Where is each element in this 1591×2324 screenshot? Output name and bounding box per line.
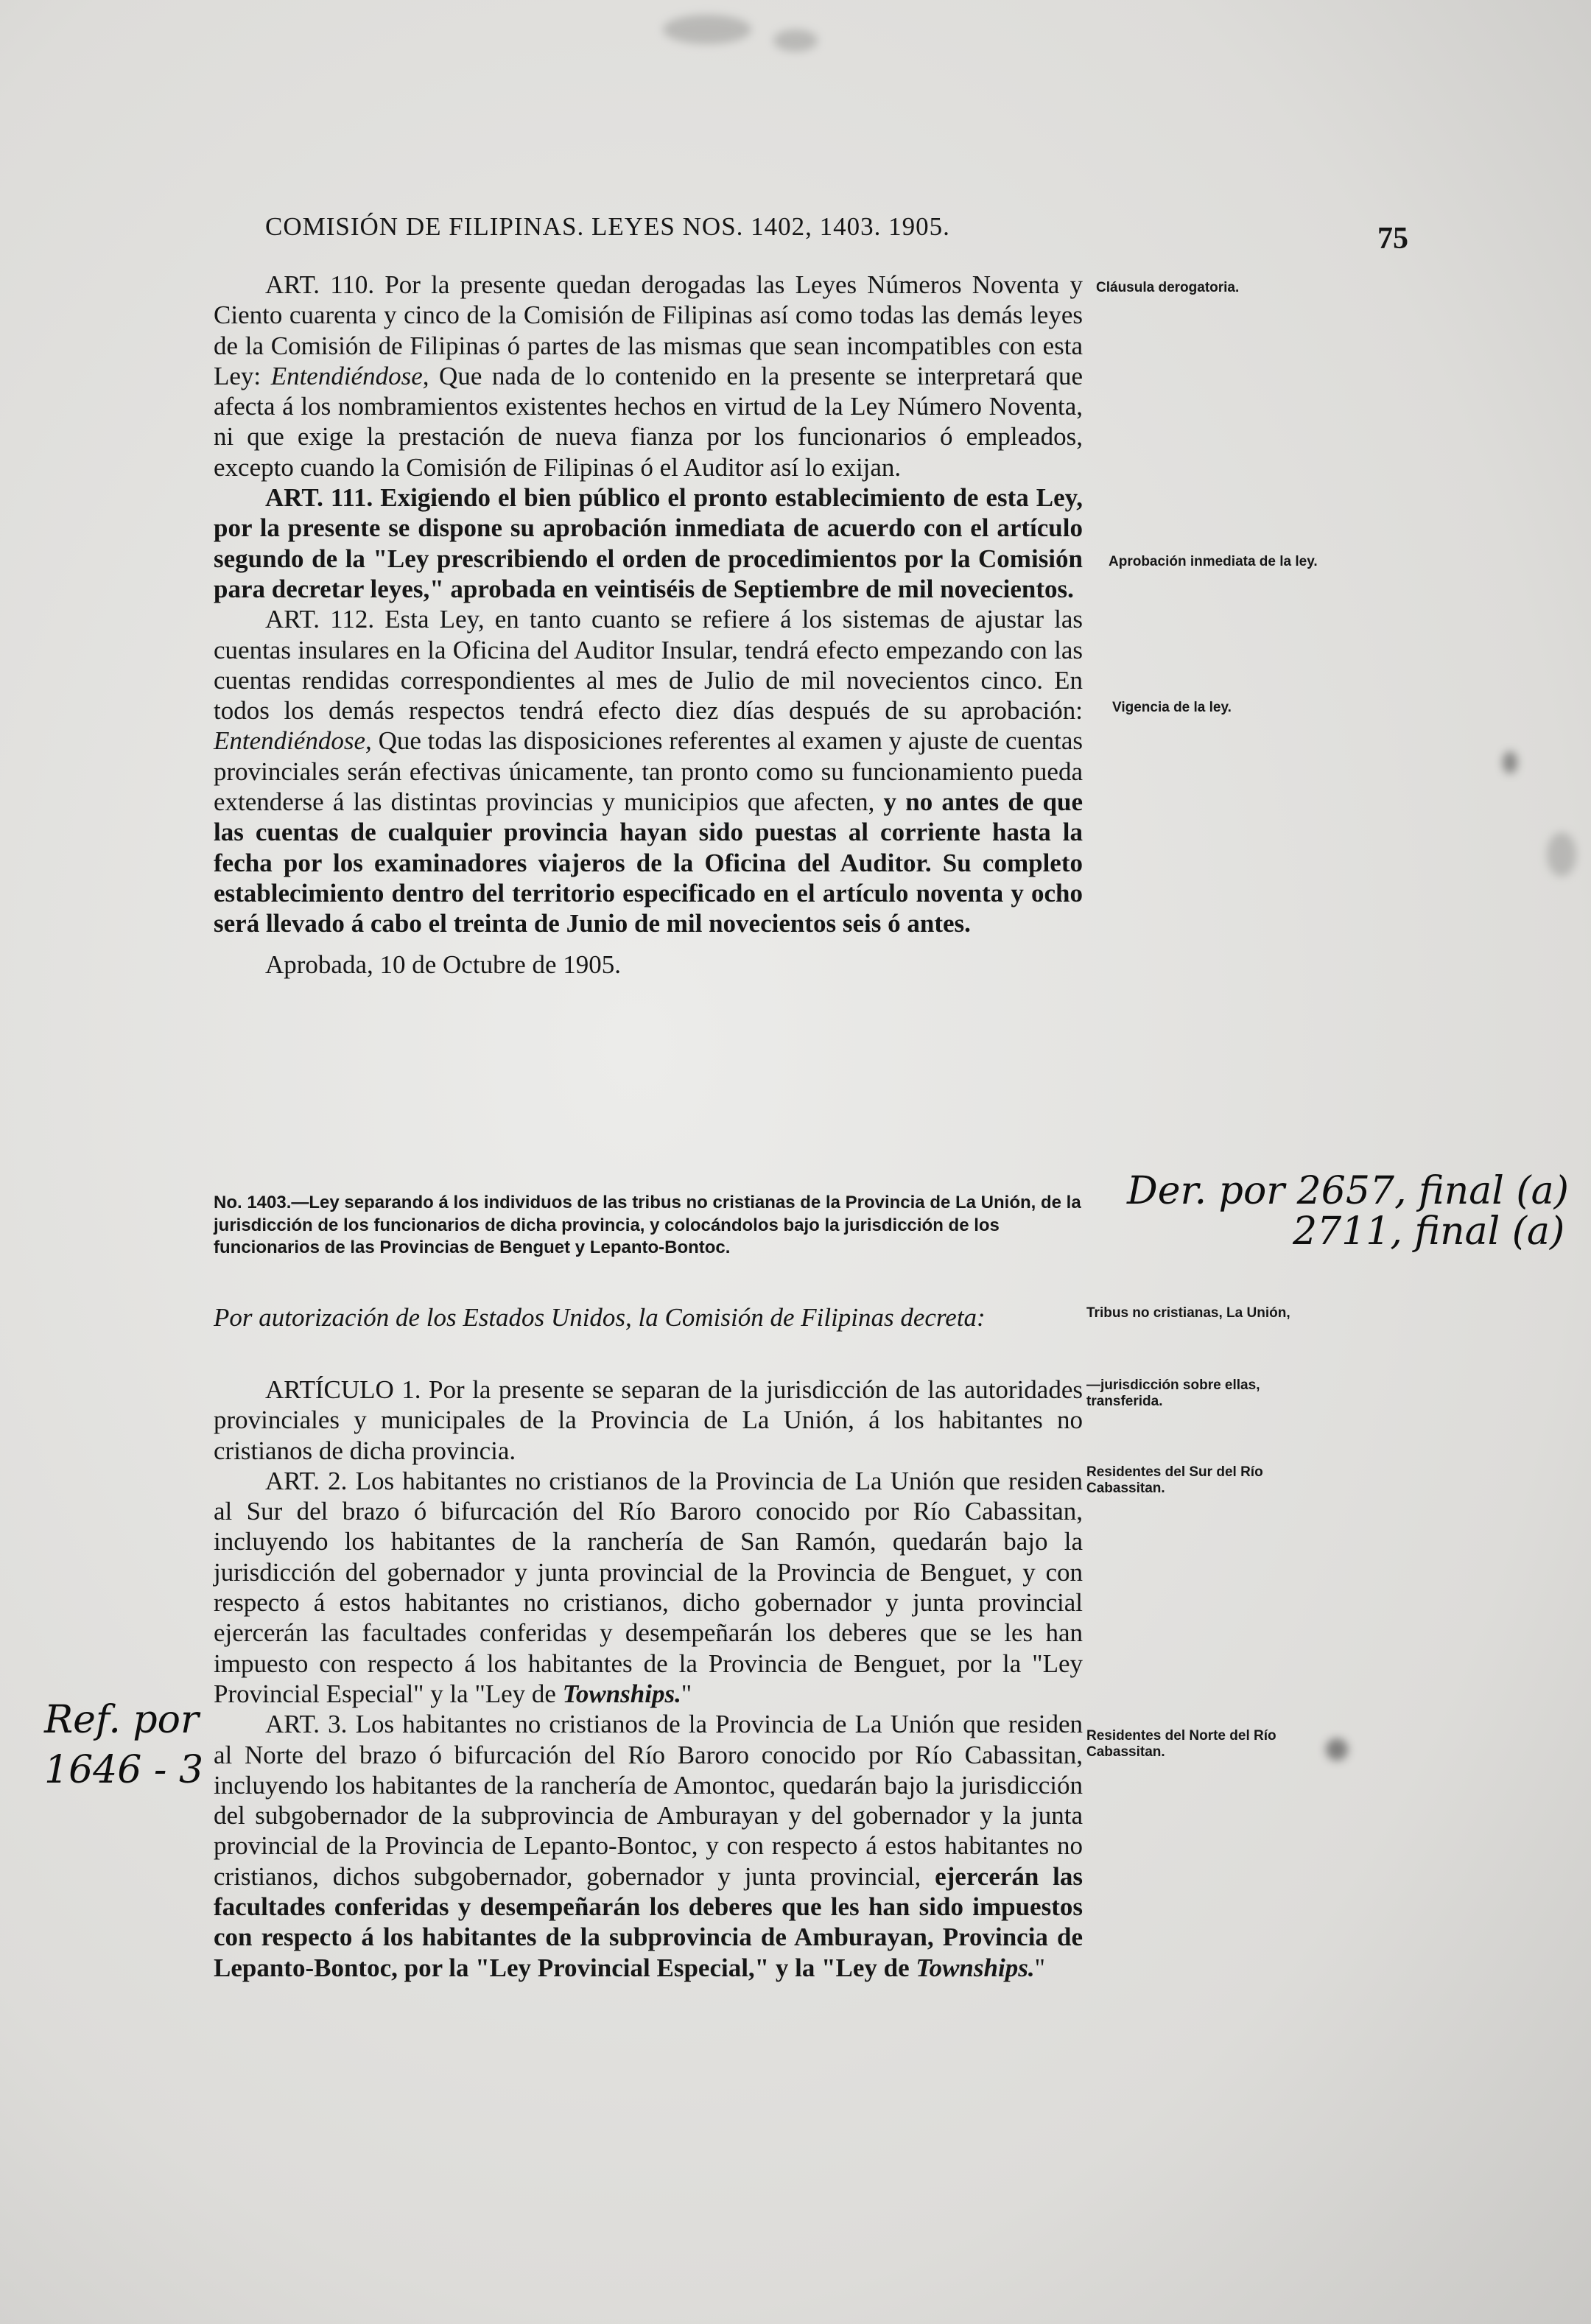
margin-note-residentes-norte: Residentes del Norte del Río Cabassitan. [1086, 1728, 1276, 1760]
running-header [265, 212, 1046, 242]
article-111: ART. 111. Exigiendo el bien público el pronto establecimiento de esta Ley, por la presente se dispone su aprobación inmediata de acuerdo con el artículo segundo de la "Ley prescribiendo el orden de procedimientos por la Comisión para decretar leyes," aprobada en veintiséis de Septiembre de mil novecientos. [214, 483, 1083, 603]
scan-smudge [773, 29, 818, 52]
margin-note-jurisdiccion: —jurisdicción sobre ellas, transferida. [1086, 1377, 1260, 1409]
article-112: ART. 112. Esta Ley, en tanto cuanto se refiere á los sistemas de ajustar las cuentas insulares en la Oficina del Auditor Insular, tendrá efecto empezando con las cuentas rendidas correspondientes al mes de Julio de mil novecientos cinco. En todos los demás respectos tendrá efecto diez días después de su aprobación: Entendiéndose, Que todas las disposiciones referentes al examen y ajuste de cuentas provinciales serán efectivas únicamente, tan pronto como su funcionamiento pueda extenderse á las distintas provincias y municipios que afecten, y no antes de que las cuentas de cualquier provincia hayan sido puestas al corriente hasta la fecha por los examinadores viajeros de la Oficina del Auditor. Su completo establecimiento dentro del territorio especificado en el artículo noventa y ocho será llevado á cabo el treinta de Junio de mil novecientos seis ó antes. [214, 605, 1083, 938]
law-1403-heading: No. 1403.—Ley separando á los individuos de las tribus no cristianas de la Provincia de La Unión, de la jurisdicción de los funcionarios de dicha provincia, y colocándolos bajo la jurisdicción de los funcionarios de las Provincias de Benguet y Lepanto-Bontoc. [214, 1193, 1081, 1258]
margin-note-residentes-sur: Residentes del Sur del Río Cabassitan. [1086, 1464, 1263, 1496]
scan-smudge [1326, 1738, 1348, 1760]
margin-note-clausula: Cláusula derogatoria. [1096, 280, 1240, 295]
approval-date: Aprobada, 10 de Octubre de 1905. [265, 949, 622, 979]
article-110: ART. 110. Por la presente quedan derogadas las Leyes Números Noventa y Ciento cuarenta y cinco de la Comisión de Filipinas así como todas las demás leyes de la Comisión de Filipinas ó partes de las mismas que sean incompatibles con esta Ley: Entendiéndose, Que nada de lo contenido en la presente se interpretará que afecta á los nombramientos existentes hechos en virtud de la Ley Número Noventa, ni que exige la prestación de nueva fianza por los funcionarios ó empleados, excepto cuando la Comisión de Filipinas ó el Auditor así lo exijan. [214, 270, 1083, 482]
handwritten-annotation-derogada: Der. por 2657, final (a) 2711, final (a) [1127, 1169, 1569, 1254]
articulo-3: ART. 3. Los habitantes no cristianos de la Provincia de La Unión que residen al Norte del brazo ó bifurcación del Río Baroro conocido por Río Cabassitan, incluyendo los habitantes de la ranchería de Amontoc, quedarán bajo la jurisdicción del subgobernador de la subprovincia de Amburayan y del gobernador y la junta provincial de la Provincia de Lepanto-Bontoc, y con respecto á estos habitantes no cristianos, dichos subgobernador, gobernador y junta provincial, ejercerán las facultades conferidas y desempeñarán los deberes que les han sido impuestos con respecto á los habitantes de la subprovincia de Amburayan, Provincia de Lepanto-Bontoc, por la "Ley Provincial Especial," y la "Ley de Townships." [214, 1710, 1084, 1982]
handwritten-annotation-ref: Ref. por 1646 - 3 [44, 1698, 204, 1792]
body-section-law-1403 [214, 1375, 1083, 1983]
scan-smudge [663, 15, 751, 44]
scan-smudge [1503, 751, 1517, 773]
margin-note-aprobacion: Aprobación inmediata de la ley. [1109, 554, 1318, 569]
margin-note-tribus: Tribus no cristianas, La Unión, [1086, 1305, 1290, 1321]
margin-note-vigencia: Vigencia de la ley. [1112, 700, 1232, 715]
articulo-2: ART. 2. Los habitantes no cristianos de la Provincia de La Unión que residen al Sur del brazo ó bifurcación del Río Baroro conocido por Río Cabassitan, incluyendo los habitantes de la ranchería de San Ramón, quedarán bajo la jurisdicción del gobernador y junta provincial de la Provincia de Benguet, y con respecto á estos habitantes no cristianos, dicho gobernador y junta provincial ejercerán las facultades conferidas y desempeñarán los deberes que se les han impuesto con respecto á los habitantes de la Provincia de Benguet, por la "Ley Provincial Especial" y la "Ley de Townships." [214, 1466, 1083, 1708]
page-number: 75 [1377, 222, 1408, 256]
enacting-clause: Por autorización de los Estados Unidos, la Comisión de Filipinas decreta: [214, 1303, 986, 1332]
body-section-articles [214, 270, 1083, 980]
header-text: COMISIÓN DE FILIPINAS. LEYES NOS. 1402, 1403. 1905. [265, 212, 950, 241]
scan-smudge [1547, 832, 1576, 877]
articulo-1: ARTÍCULO 1. Por la presente se separan de la jurisdicción de las autoridades provinciales y municipales de la Provincia de La Unión, á los habitantes no cristianos de dicha provincia. [214, 1375, 1083, 1465]
